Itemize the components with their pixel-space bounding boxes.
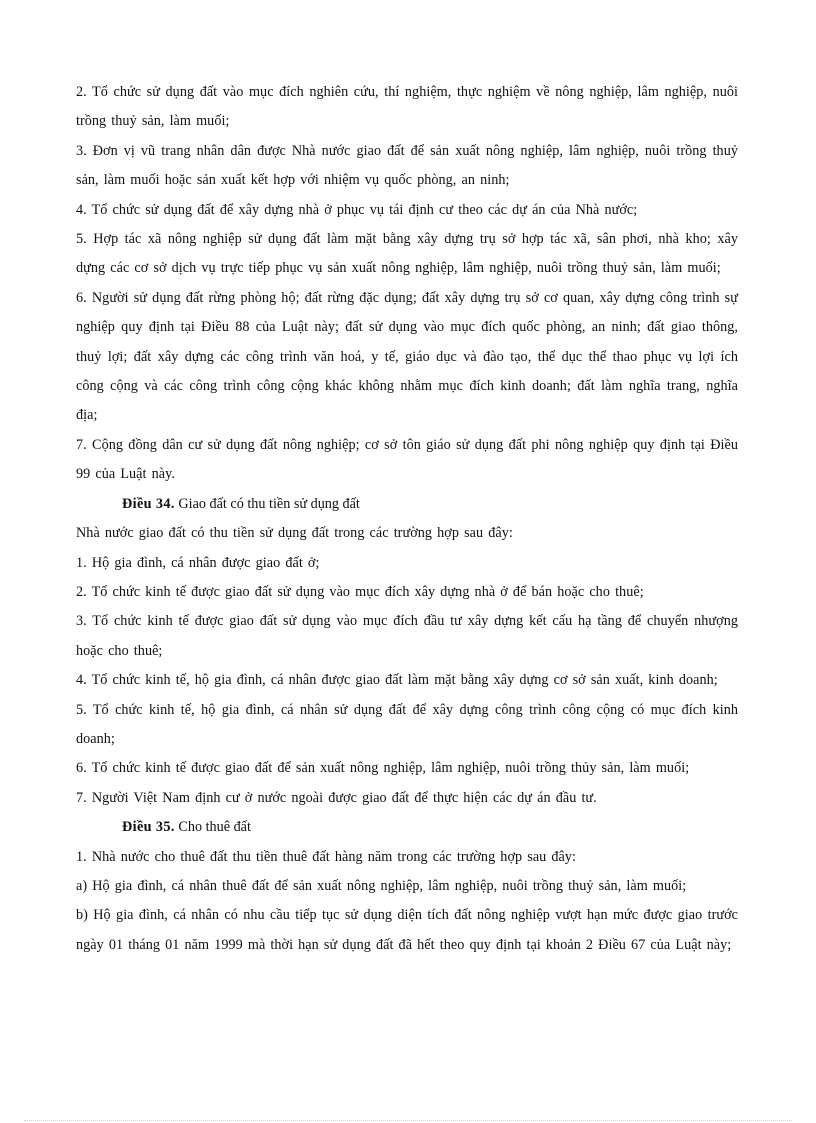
page-bottom-divider — [24, 1120, 792, 1121]
article-34-item-5: 5. Tổ chức kinh tế, hộ gia đình, cá nhân sử dụng đất để xây dựng công trình công cộng có mục đích kinh doanh; — [76, 701, 738, 747]
article-35-number: Điều 35. — [122, 819, 175, 836]
article-34-title: Giao đất có thu tiền sử dụng đất — [178, 495, 360, 512]
article-34-item-4: 4. Tổ chức kinh tế, hộ gia đình, cá nhân được giao đất làm mặt bằng xây dựng cơ sở sản xuất, kinh doanh; — [76, 672, 718, 689]
article-34-intro: Nhà nước giao đất có thu tiền sử dụng đất trong các trường hợp sau đây: — [76, 525, 513, 542]
article-34-heading — [76, 490, 738, 519]
article-34-item-2: 2. Tổ chức kinh tế được giao đất sử dụng vào mục đích xây dựng nhà ở để bán hoặc cho thuê; — [76, 583, 644, 600]
article-35-item-b: b) Hộ gia đình, cá nhân có nhu cầu tiếp tục sử dụng diện tích đất nông nghiệp vượt hạn mức được giao trước ngày 01 tháng 01 năm 1999 mà thời hạn sử dụng đất đã hết theo quy định tại khoản 2 Điều 67 của Luật này; — [76, 907, 738, 953]
paragraph-item-6: 6. Người sử dụng đất rừng phòng hộ; đất rừng đặc dụng; đất xây dựng trụ sở cơ quan, xây dựng công trình sự nghiệp quy định tại Điều 88 của Luật này; đất sử dụng vào mục đích quốc phòng, an ninh; đất giao thông, thuỷ lợi; đất xây dựng các công trình văn hoá, y tế, giáo dục và đào tạo, thể dục thể thao phục vụ lợi ích công cộng và các công trình công cộng khác không nhằm mục đích kinh doanh; đất làm nghĩa trang, nghĩa địa; — [76, 289, 738, 424]
article-34-item-6: 6. Tổ chức kinh tế được giao đất để sản xuất nông nghiệp, lâm nghiệp, nuôi trồng thủy sản, làm muối; — [76, 760, 690, 777]
article-34-item-1: 1. Hộ gia đình, cá nhân được giao đất ở; — [76, 554, 320, 571]
article-35-item-1: 1. Nhà nước cho thuê đất thu tiền thuê đất hàng năm trong các trường hợp sau đây: — [76, 848, 577, 865]
paragraph-item-4: 4. Tổ chức sử dụng đất để xây dựng nhà ở phục vụ tái định cư theo các dự án của Nhà nước; — [76, 201, 638, 218]
article-35-title: Cho thuê đất — [178, 819, 251, 836]
paragraph-item-2: 2. Tổ chức sử dụng đất vào mục đích nghiên cứu, thí nghiệm, thực nghiệm về nông nghiệp, lâm nghiệp, nuôi trồng thuỷ sản, làm muối; — [76, 84, 738, 130]
article-35-heading — [76, 813, 738, 842]
article-34-item-7: 7. Người Việt Nam định cư ở nước ngoài được giao đất để thực hiện các dự án đầu tư. — [76, 789, 597, 806]
article-34-item-3: 3. Tổ chức kinh tế được giao đất sử dụng vào mục đích đầu tư xây dựng kết cấu hạ tầng để chuyển nhượng hoặc cho thuê; — [76, 613, 738, 659]
paragraph-item-3: 3. Đơn vị vũ trang nhân dân được Nhà nước giao đất để sản xuất nông nghiệp, lâm nghiệp, nuôi trồng thuỷ sản, làm muối hoặc sản xuất kết hợp với nhiệm vụ quốc phòng, an ninh; — [76, 142, 738, 189]
document-page — [76, 78, 738, 960]
article-34-number: Điều 34. — [122, 495, 175, 512]
paragraph-item-5: 5. Hợp tác xã nông nghiệp sử dụng đất làm mặt bằng xây dựng trụ sở hợp tác xã, sân phơi, nhà kho; xây dựng các cơ sở dịch vụ trực tiếp phục vụ sản xuất nông nghiệp, lâm nghiệp, nuôi trồng thuỷ sản, làm muối; — [76, 231, 738, 277]
article-35-item-a: a) Hộ gia đình, cá nhân thuê đất để sản xuất nông nghiệp, lâm nghiệp, nuôi trồng thuỷ sản, làm muối; — [76, 877, 687, 894]
paragraph-item-7: 7. Cộng đồng dân cư sử dụng đất nông nghiệp; cơ sở tôn giáo sử dụng đất phi nông nghiệp quy định tại Điều 99 của Luật này. — [76, 436, 738, 483]
